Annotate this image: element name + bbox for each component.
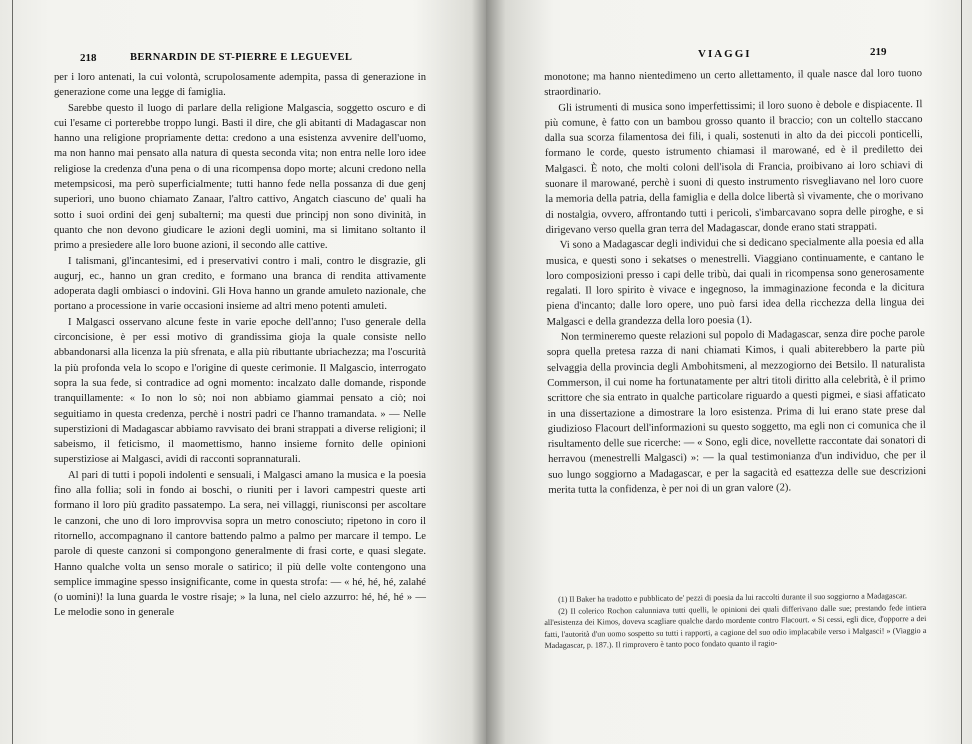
- footnotes: [544, 590, 927, 652]
- page-edge-line: [12, 0, 13, 744]
- paragraph: Vi sono a Madagascar degli individui che si dedicano specialmente alla poesia ed alla musica, e questi sono i sekatses o menestrelli. Viaggiano continuamente, e cantano le loro composizioni presso i capi delle tribù, dai quali in ricompensa sono generosamente regalati. Il loro spirito è vivace e ingegnoso, la immaginazione feconda e la dicitura piena d'incanto; dalle loro opere, uno può farsi idea della ricchezza della lingua dei Malgasci e della grandezza della loro poesia (1).: [545, 236, 925, 328]
- page-number: 219: [870, 46, 887, 58]
- footnote: (1) Il Baker ha tradotto e pubblicato de' pezzi di poesia da lui raccolti durante il suo soggiorno a Madagascar.: [558, 591, 907, 604]
- paragraph: I talismani, gl'incantesimi, ed i preservativi contro i mali, contro le disgrazie, gli augurj, ec., hanno un gran credito, e formano una branca di rendita attivamente adoperata dagli ombiasci o indovini. Gli Hova hanno un grande amuleto nazionale, che portano a processione in varie occasioni insieme ad altri meno potenti amuleti.: [54, 255, 426, 313]
- page-edge-line: [961, 0, 962, 744]
- paragraph: Al pari di tutti i popoli indolenti e sensuali, i Malgasci amano la musica e la poesia fino alla follia; soli in fondo ai boschi, o riuniti per i lavori campestri queste arti formano il loro più gradito passatempo. La sera, nei villaggi, riunisconsi per ascoltare le canzoni, che uno di loro improvvisa sopra un metro conosciuto; ripetono in coro il ritornello, accompagnano il cantore battendo palmo a palmo per marcare il tempo. Le parole di queste canzoni si compongono generalmente di frasi corte, e quasi slegate. Hanno qualche volta un senso morale o satirico; il più delle volte contengono una semplice immagine spesso insignificante, come in questa strofa: — « hé, hé, hé, zalahé (o uomini)! la luna guarda le vostre risaje; » la luna, nel cielo azzurro: hé, hé, hé » — Le melodie sono in generale: [54, 469, 426, 619]
- running-head: VIAGGI: [698, 48, 752, 60]
- body-text: [54, 70, 426, 621]
- paragraph: Gli istrumenti di musica sono imperfettissimi; il loro suono è debole e dispiacente. Il più comune, è fatto con un bambou grosso quanto il braccio; con un coltello staccano dalla sua scorza filamentosa dei fili, i quali, sostenuti in alto da dei piccoli ponticelli, formano le corde, questo istrumento chiamasi il marowané, ed è il prediletto dei Malgasci. È noto, che molti coloni dell'isola di Francia, proibivano ai loro schiavi di suonare il marowané, perchè i suoni di questo instrumento risvegliavano nel loro cuore la memoria della patria, della famiglia e della dolce libertà sì vivamente, che o morivano di nostalgia, ovvero, affrontando tutti i pericoli, s'imbarcavano sopra delle piroghe, e si dirigevano verso quella gran terra del Madagascar, donde erano stati strappati.: [544, 98, 924, 236]
- footnote: (2) Il colerico Rochon calunniava tutti quelli, le opinioni dei quali differivano dalle sue; prestando fede intiera all'esistenza dei Kimos, doveva scagliare qualche dardo mordente contro Flacourt. « Si cessi, egli dice, d'opporre a dei fatti, l'autorità d'un uomo sospetto su tutti i rapporti, a cagione del suo odio implacabile verso i Malgasci! » (Viaggio a Madagascar, p. 187.). Il rimprovero è tanto poco fondato quanto il ragio-: [544, 603, 927, 650]
- body-text: [544, 66, 926, 498]
- paragraph: Sarebbe questo il luogo di parlare della religione Malgascia, soggetto oscuro e di cui l'esame ci porterebbe troppo lungi. Basti il dire, che gli abitanti di Madagascar non hanno una religione propriamente detta: credono a una esistenza avvenire dell'uomo, ma non hanno mai pensato alla natura di questa seconda vita; non entra nelle loro idee religiose la credenza d'una pena o di una ricompensa dopo morte; alcuni credono nella metempsicosi, ma però superficialmente; tutti hanno fede nella possanza di due genj superiori, uno buono chiamato Zanaar, l'altro cattivo, Angatch ciascuno de' quali ha sotto i suoi ordini dei genj subalterni; ma questi due principj non sono divinità, in quanto che non devono giudicare le azioni degli uomini, ma si limitano soltanto il primo a presiedere alle loro buone azioni, il secondo alle cattive.: [54, 102, 426, 252]
- paragraph: Non termineremo queste relazioni sul popolo di Madagascar, senza dire poche parole sopra quella pretesa razza di nani chiamati Kimos, i quali abiterebbero la parte più selvaggia della provincia degli Ambohitsmeni, al mezzogiorno dei Betsilo. Il naturalista Commerson, il cui nome ha fortunatamente per altri titoli diritto alla celebrità, è il primo scrittore che sia entrato in qualche particolare riguardo a questi pigmei, e siasi affaticato in una dissertazione a dimostrare la loro esistenza. Prima di lui erano state prese dal giudizioso Flacourt dell'informazioni su questo soggetto, ma egli non ci comunica che il risultamento delle sue ricerche: — « Sono, egli dice, novellette raccontate dai sonatori di herravou (menestrelli Malgasci) »: — la qual testimonianza d'un individuo, che per il suo lungo soggiorno a Madagascar, e per la sagacità ed esattezza delle sue descrizioni merita tutta la confidenza, è per noi di un gran valore (2).: [546, 328, 927, 496]
- right-page: [486, 0, 972, 744]
- paragraph: I Malgasci osservano alcune feste in varie epoche dell'anno; l'uso generale della circoncisione, è per essi motivo di grandissima gioja la quale consiste nello abbandonarsi alla licenza la più sfrenata, e alla più ributtante ubriachezza; ma l'oscurità la più profonda vela lo scopo e l'origine di queste cerimonie. Il Malgascio, interrogato sopra la sua fede, si contradice ad ogni momento: incalzato dalle domande, risponde tranquillamente: « Io non lo sò; noi non abbiamo giammai pensato a ciò; noi seguitiamo in questa credenza, perchè i nostri padri ce l'hanno tramandata. » — Nelle superstizioni di Madagascar abbiamo ravvisato dei brani strappati a diverse religioni; il sabeismo, il feticismo, il maomettismo, hanno insieme fornito delle opinioni superstiziose ai Malgasci, avidi di racconti soprannaturali.: [54, 316, 426, 466]
- running-head: BERNARDIN DE ST-PIERRE E LEGUEVEL: [130, 52, 353, 63]
- paragraph: per i loro antenati, la cui volontà, scrupolosamente adempita, passa di generazione in generazione come una legge di famiglia.: [54, 72, 426, 99]
- page-number: 218: [80, 52, 97, 64]
- paragraph: monotone; ma hanno nientedimeno un certo allettamento, il quale nasce dal loro tuono straordinario.: [544, 68, 923, 99]
